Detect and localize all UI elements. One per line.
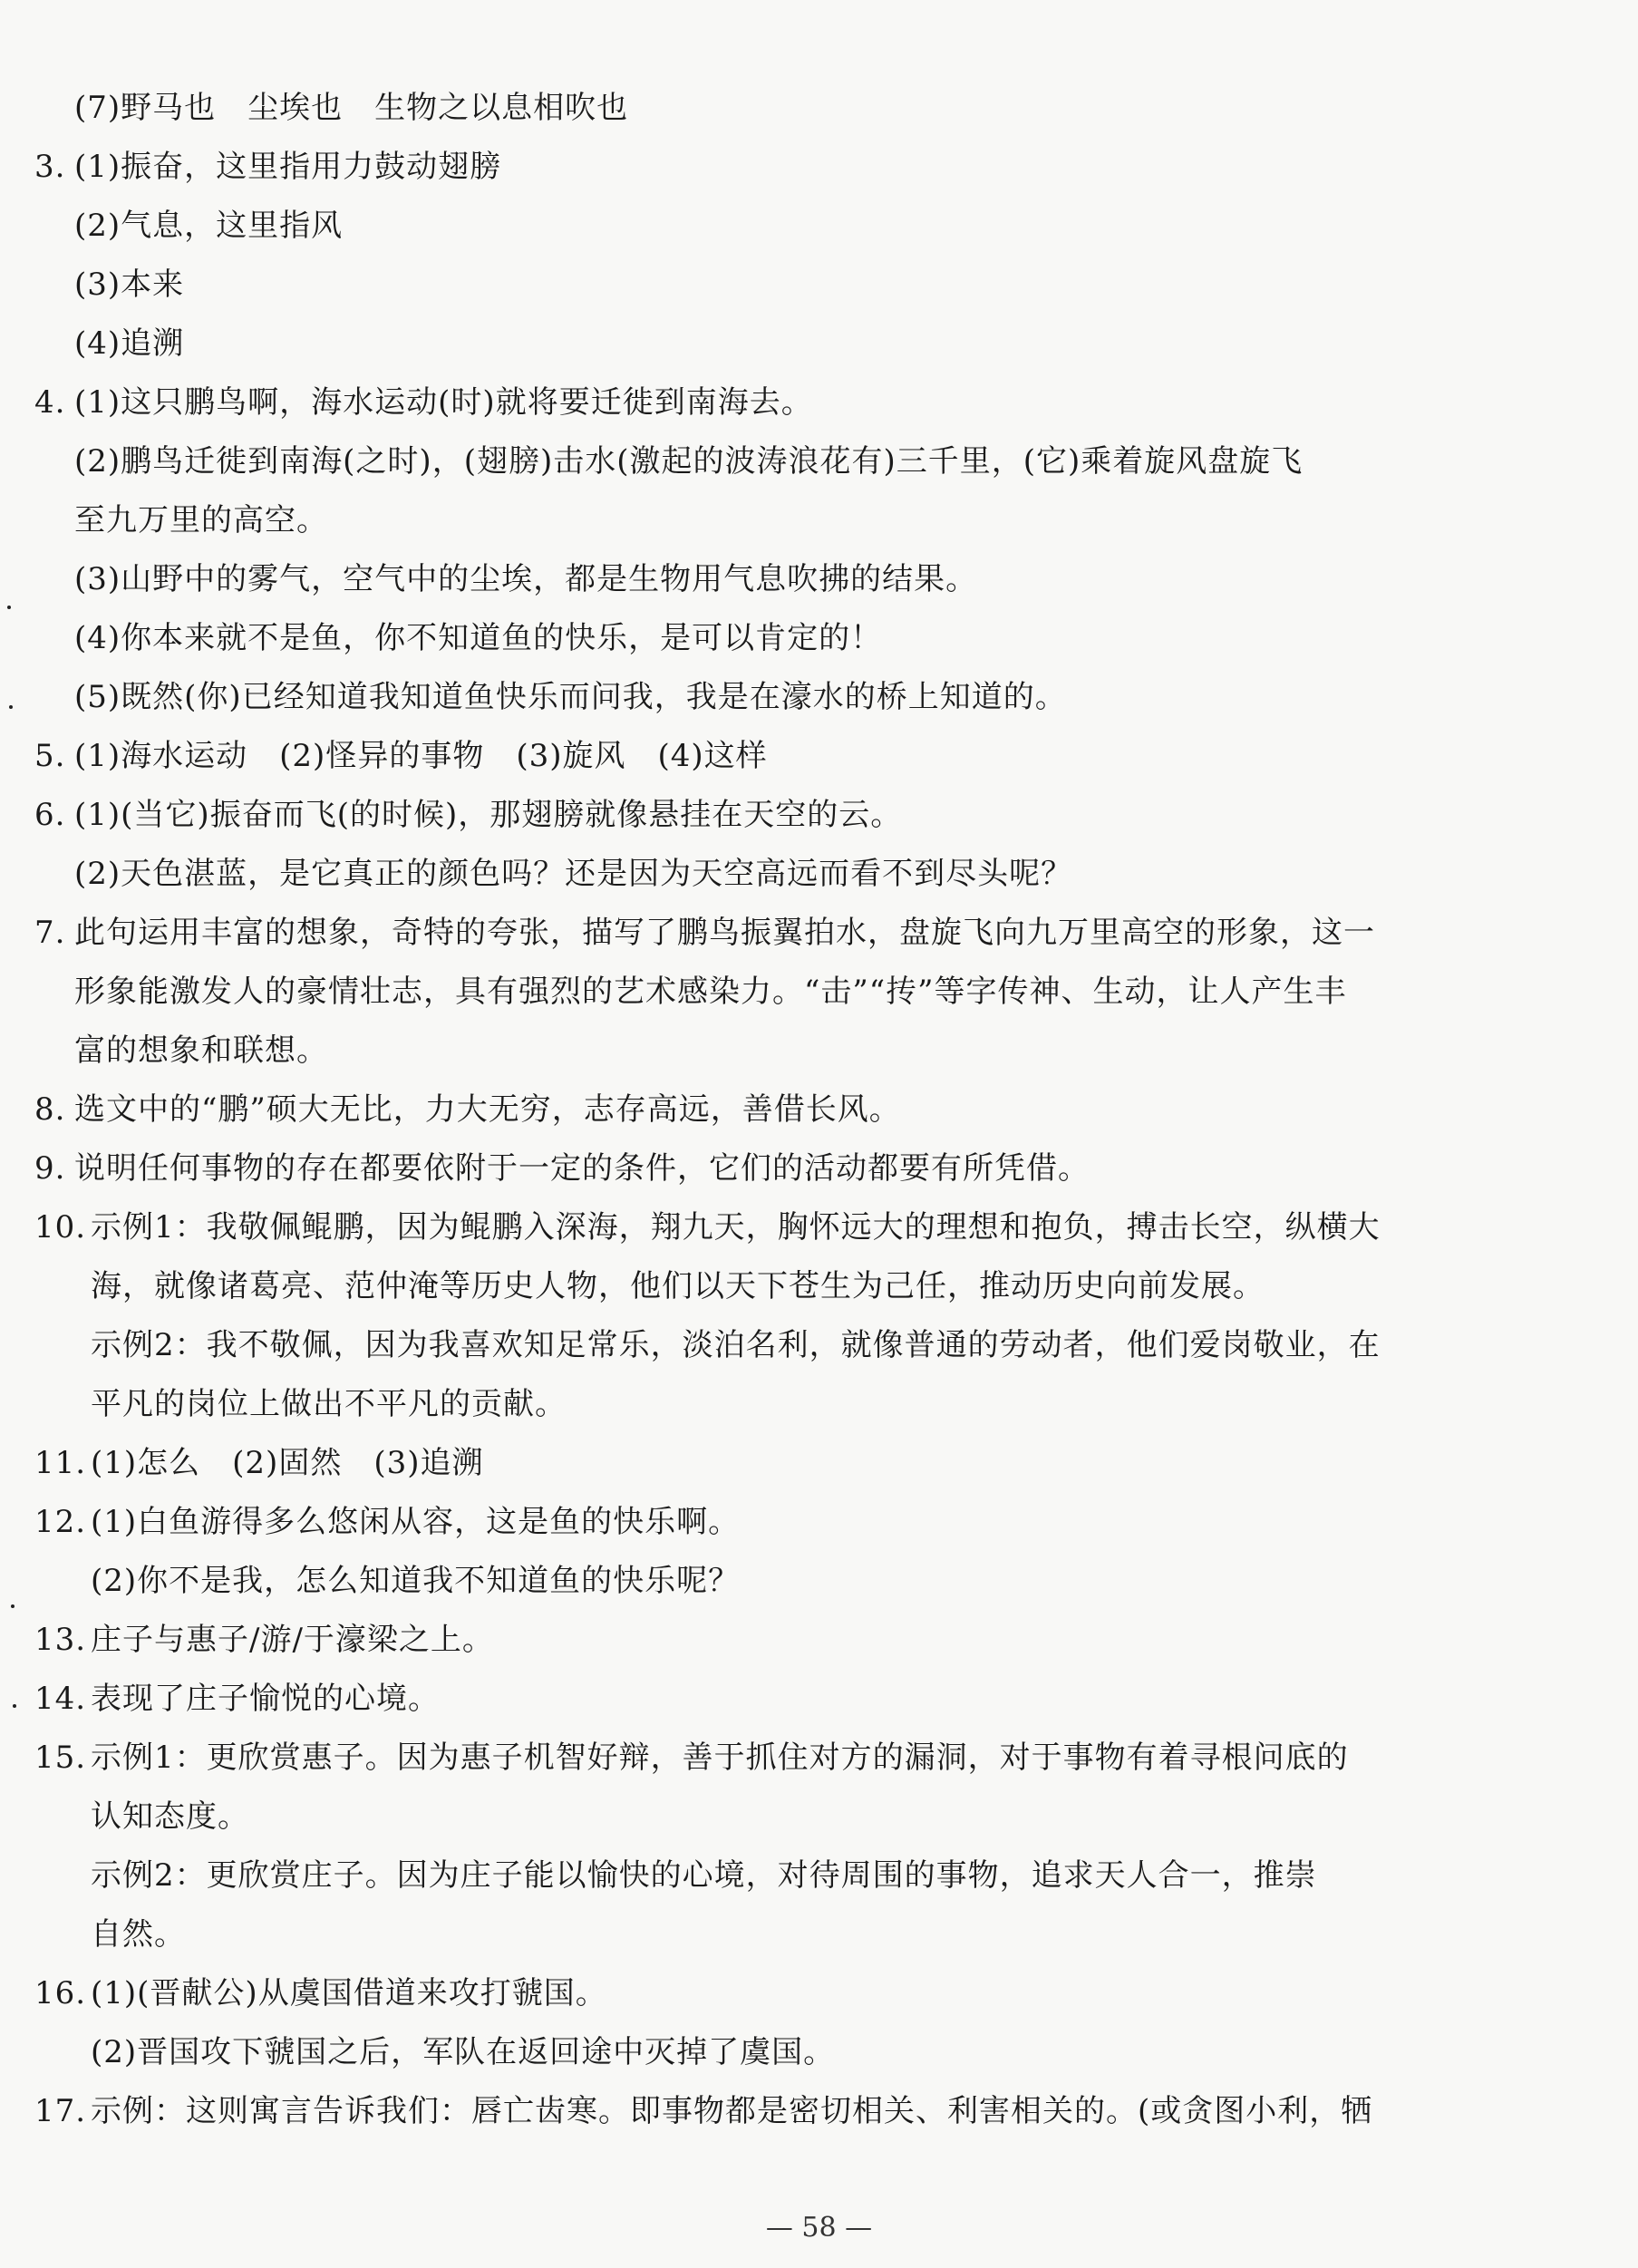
question-number: 14. bbox=[34, 1681, 87, 1717]
line-text: 说明任何事物的存在都要依附于一定的条件，它们的活动都要有所凭借。 bbox=[74, 1150, 1090, 1187]
question-number: 11. bbox=[34, 1445, 87, 1481]
question-number: 10. bbox=[34, 1209, 87, 1245]
line-text: 庄子与惠子/游/于濠梁之上。 bbox=[91, 1622, 494, 1658]
line-text: 示例2：更欣赏庄子。因为庄子能以愉快的心境，对待周围的事物，追求天人合一，推崇 bbox=[91, 1857, 1317, 1894]
line-text: (1)(当它)振奋而飞(的时候)，那翅膀就像悬挂在天空的云。 bbox=[74, 797, 903, 833]
question-number: 9. bbox=[34, 1150, 66, 1187]
question-number: 7. bbox=[34, 915, 66, 951]
line-text: 示例2：我不敬佩，因为我喜欢知足常乐，淡泊名利，就像普通的劳动者，他们爱岗敬业，在 bbox=[91, 1327, 1381, 1363]
question-number: 5. bbox=[34, 738, 66, 774]
scan-mark bbox=[9, 705, 13, 709]
line-text: (1)怎么 (2)固然 (3)追溯 bbox=[91, 1445, 484, 1481]
scan-mark bbox=[11, 1604, 15, 1608]
line-text: (1)这只鹏鸟啊，海水运动(时)就将要迁徙到南海去。 bbox=[74, 384, 813, 421]
line-text: 示例1：更欣赏惠子。因为惠子机智好辩，善于抓住对方的漏洞，对于事物有着寻根问底的 bbox=[91, 1740, 1349, 1776]
line-text: (7)野马也 尘埃也 生物之以息相吹也 bbox=[74, 90, 629, 126]
line-text: 自然。 bbox=[91, 1916, 186, 1953]
line-text: (5)既然(你)已经知道我知道鱼快乐而问我，我是在濠水的桥上知道的。 bbox=[74, 679, 1067, 715]
question-number: 15. bbox=[34, 1740, 87, 1776]
line-text: 至九万里的高空。 bbox=[74, 502, 328, 538]
line-text: 认知态度。 bbox=[91, 1798, 249, 1835]
line-text: (4)你本来就不是鱼，你不知道鱼的快乐，是可以肯定的！ bbox=[74, 620, 883, 656]
line-text: 平凡的岗位上做出不平凡的贡献。 bbox=[91, 1386, 567, 1422]
line-text: (2)气息，这里指风 bbox=[74, 208, 344, 244]
page-number: — 58 — bbox=[765, 2212, 873, 2244]
line-text: (2)天色湛蓝，是它真正的颜色吗？还是因为天空高远而看不到尽头呢？ bbox=[74, 856, 1073, 892]
question-number: 6. bbox=[34, 797, 66, 833]
line-text: 形象能激发人的豪情壮志，具有强烈的艺术感染力。“击”“抟”等字传神、生动，让人产生丰 bbox=[74, 974, 1347, 1010]
line-text: 示例：这则寓言告诉我们：唇亡齿寒。即事物都是密切相关、利害相关的。(或贪图小利，牺 bbox=[91, 2093, 1373, 2129]
question-number: 17. bbox=[34, 2093, 87, 2129]
line-text: (1)振奋，这里指用力鼓动翅膀 bbox=[74, 149, 502, 185]
question-number: 13. bbox=[34, 1622, 87, 1658]
line-text: 富的想象和联想。 bbox=[74, 1032, 328, 1069]
line-text: 选文中的“鹏”硕大无比，力大无穷，志存高远，善借长风。 bbox=[74, 1091, 901, 1128]
line-text: 海，就像诸葛亮、范仲淹等历史人物，他们以天下苍生为己任，推动历史向前发展。 bbox=[91, 1268, 1265, 1304]
question-number: 4. bbox=[34, 384, 66, 421]
line-text: (1)(晋献公)从虞国借道来攻打虢国。 bbox=[91, 1975, 607, 2011]
line-text: (2)晋国攻下虢国之后，军队在返回途中灭掉了虞国。 bbox=[91, 2034, 836, 2070]
line-text: (1)白鱼游得多么悠闲从容，这是鱼的快乐啊。 bbox=[91, 1504, 741, 1540]
question-number: 16. bbox=[34, 1975, 87, 2011]
line-text: (1)海水运动 (2)怪异的事物 (3)旋风 (4)这样 bbox=[74, 738, 768, 774]
question-number: 8. bbox=[34, 1091, 66, 1128]
line-text: (2)你不是我，怎么知道我不知道鱼的快乐呢？ bbox=[91, 1563, 741, 1599]
question-number: 12. bbox=[34, 1504, 87, 1540]
line-text: (3)山野中的雾气，空气中的尘埃，都是生物用气息吹拂的结果。 bbox=[74, 561, 978, 597]
scan-mark bbox=[13, 1704, 16, 1708]
scan-mark bbox=[7, 606, 11, 609]
line-text: 此句运用丰富的想象，奇特的夸张，描写了鹏鸟振翼拍水，盘旋飞向九万里高空的形象，这一 bbox=[74, 915, 1375, 951]
line-text: 表现了庄子愉悦的心境。 bbox=[91, 1681, 440, 1717]
line-text: 示例1：我敬佩鲲鹏，因为鲲鹏入深海，翔九天，胸怀远大的理想和抱负，搏击长空，纵横大 bbox=[91, 1209, 1381, 1245]
line-text: (3)本来 bbox=[74, 267, 185, 303]
line-text: (2)鹏鸟迁徙到南海(之时)，(翅膀)击水(激起的波涛浪花有)三千里，(它)乘着旋风盘旋飞 bbox=[74, 443, 1304, 480]
line-text: (4)追溯 bbox=[74, 325, 185, 362]
question-number: 3. bbox=[34, 149, 66, 185]
